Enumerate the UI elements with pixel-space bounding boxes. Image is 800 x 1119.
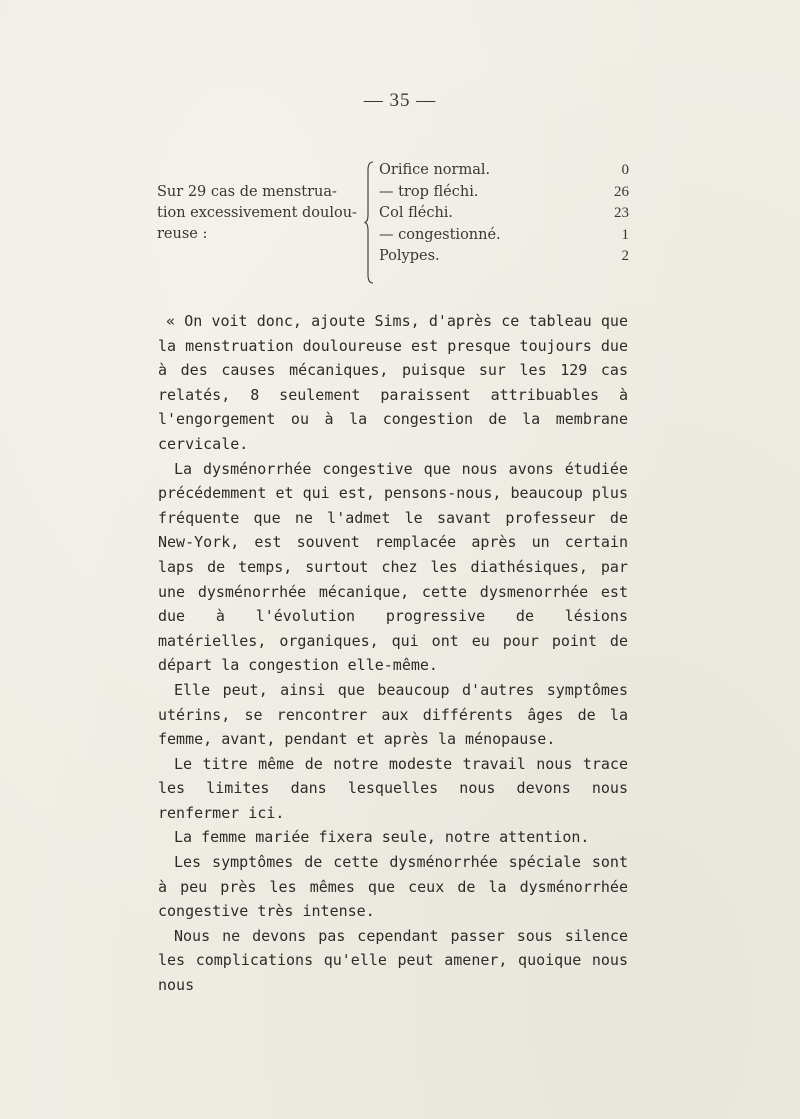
table-caption-line: Sur 29 cas de menstrua- <box>157 184 337 200</box>
paragraph: La dysménorrhée congestive que nous avons étudiée précédemment et qui est, pensons-nous, beaucoup plus fréquente que ne l'admet le savant professeur de New-York, est souvent remplacée après un certain laps de temps, surtout chez les diathésiques, par une dysménorrhée mécanique, cette dysmenorrhée est due à l'évolution progressive de lésions matérielles, organiques, qui ont eu pour point de départ la congestion elle-même. <box>158 459 628 675</box>
row-value: 23 <box>614 205 629 221</box>
table-row <box>379 246 629 268</box>
body-text <box>158 309 628 998</box>
table-row <box>379 225 629 247</box>
row-value: 26 <box>614 183 629 200</box>
statistics-table <box>157 160 637 290</box>
paragraph: Les symptômes de cette dysménorrhée spéciale sont à peu près les mêmes que ceux de la dysménorrhée congestive très intense. <box>158 853 628 921</box>
table-row <box>379 182 629 204</box>
curly-brace-icon <box>364 160 374 285</box>
row-label: — congestionné. <box>379 226 501 243</box>
row-label: — trop fléchi. <box>379 183 479 200</box>
table-caption-line: reuse : <box>157 226 208 242</box>
table-row <box>379 203 629 225</box>
row-label: Orifice normal. <box>379 162 491 178</box>
paragraph: Nous ne devons pas cependant passer sous silence les complications qu'elle peut amener, quoique nous nous <box>158 926 628 995</box>
row-value: 2 <box>621 248 629 264</box>
row-value: 1 <box>621 226 629 243</box>
paragraph: Elle peut, ainsi que beaucoup d'autres symptômes utérins, se rencontrer aux différents âges de la femme, avant, pendant et après la ménopause. <box>158 680 628 749</box>
table-rows <box>379 160 629 268</box>
paragraph: Le titre même de notre modeste travail nous trace les limites dans lesquelles nous devons nous renfermer ici. <box>158 754 628 822</box>
table-row <box>379 160 629 182</box>
row-label: Col fléchi. <box>379 205 454 221</box>
row-value: 0 <box>621 162 629 178</box>
table-caption <box>157 182 367 245</box>
paragraph: La femme mariée fixera seule, notre attention. <box>174 828 590 847</box>
table-caption-line: tion excessivement doulou- <box>157 205 357 221</box>
paragraph: « On voit donc, ajoute Sims, d'après ce tableau que la menstruation douloureuse est presque toujours due à des causes mécaniques, puisque sur les 129 cas relatés, 8 seulement paraissent attribuables à l'engorgement ou à la congestion de la membrane cervicale. <box>158 312 628 453</box>
row-label: Polypes. <box>379 248 440 264</box>
page-number: — 35 — <box>363 90 437 111</box>
